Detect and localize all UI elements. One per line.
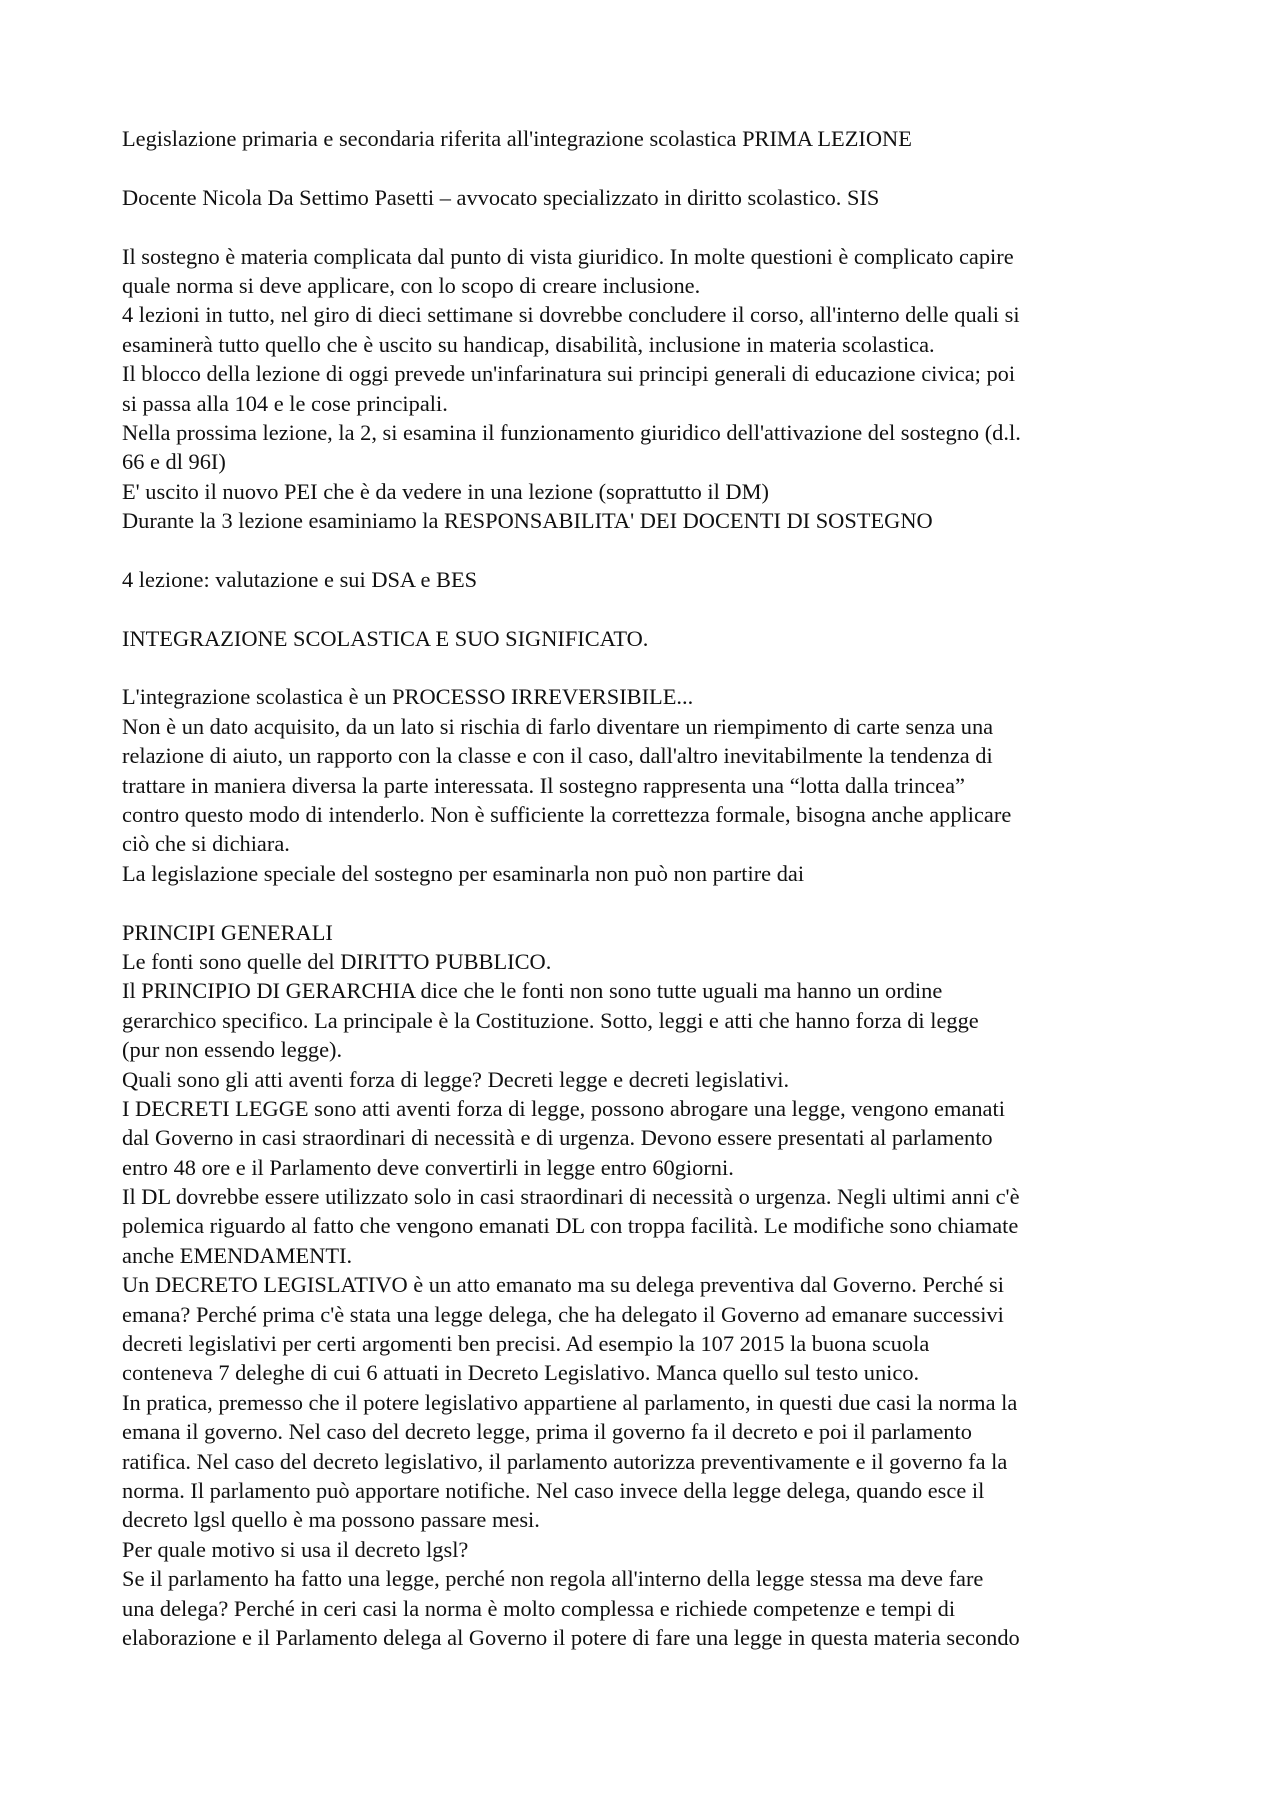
text-line: Un DECRETO LEGISLATIVO è un atto emanato ma su delega preventiva dal Governo. Perché si <box>122 1272 1004 1298</box>
text-line: Non è un dato acquisito, da un lato si rischia di farlo diventare un riempimento di carte senza una <box>122 713 994 739</box>
text-line: ciò che si dichiara. <box>122 831 290 857</box>
text-line: 4 lezione: valutazione e sui DSA e BES <box>122 566 478 592</box>
text-line: Legislazione primaria e secondaria riferita all'integrazione scolastica PRIMA LEZIONE <box>122 126 912 151</box>
text-line: Per quale motivo si usa il decreto lgsl? <box>122 1536 469 1562</box>
text-line: Se il parlamento ha fatto una legge, perché non regola all'interno della legge stessa ma deve fare <box>122 1566 984 1592</box>
document-page <box>122 124 1170 1652</box>
text-line: 4 lezioni in tutto, nel giro di dieci settimane si dovrebbe concludere il corso, all'interno delle quali si <box>122 302 1020 328</box>
text-line: 66 e dl 96I) <box>122 449 226 475</box>
text-line: dal Governo in casi straordinari di necessità e di urgenza. Devono essere presentati al parlamento <box>122 1125 993 1151</box>
text-line: contro questo modo di intenderlo. Non è sufficiente la correttezza formale, bisogna anche applicare <box>122 801 1012 827</box>
text-line: (pur non essendo legge). <box>122 1037 343 1063</box>
paragraph-spacer <box>122 212 1170 241</box>
text-line: INTEGRAZIONE SCOLASTICA E SUO SIGNIFICATO. <box>122 625 649 651</box>
text-line: trattare in maniera diversa la parte interessata. Il sostegno rappresenta una “lotta dalla trincea” <box>122 772 965 798</box>
text-line: anche EMENDAMENTI. <box>122 1242 353 1268</box>
text-line: Le fonti sono quelle del DIRITTO PUBBLICO. <box>122 948 552 974</box>
text-line: emana il governo. Nel caso del decreto legge, prima il governo fa il decreto e poi il parlamento <box>122 1419 972 1445</box>
text-line: Il sostegno è materia complicata dal punto di vista giuridico. In molte questioni è complicato capire <box>122 243 1014 269</box>
text-line: ratifica. Nel caso del decreto legislativo, il parlamento autorizza preventivamente e il governo fa la <box>122 1448 1008 1474</box>
paragraph-spacer <box>122 653 1170 682</box>
text-line: Il blocco della lezione di oggi prevede un'infarinatura sui principi generali di educazione civica; poi <box>122 361 1016 387</box>
text-line: una delega? Perché in ceri casi la norma è molto complessa e richiede competenze e tempi di <box>122 1595 956 1621</box>
text-line: decreti legislativi per certi argomenti ben precisi. Ad esempio la 107 2015 la buona scuola <box>122 1331 930 1357</box>
paragraph-spacer <box>122 594 1170 623</box>
text-line: emana? Perché prima c'è stata una legge delega, che ha delegato il Governo ad emanare successivi <box>122 1301 1004 1327</box>
text-line: L'integrazione scolastica è un PROCESSO IRREVERSIBILE... <box>122 684 694 710</box>
text-line: Quali sono gli atti aventi forza di legge? Decreti legge e decreti legislativi. <box>122 1066 790 1092</box>
text-line: polemica riguardo al fatto che vengono emanati DL con troppa facilità. Le modifiche sono chiamate <box>122 1213 1019 1239</box>
paragraph-spacer <box>122 535 1170 564</box>
text-line: Docente Nicola Da Settimo Pasetti – avvocato specializzato in diritto scolastico. SIS <box>122 184 880 210</box>
text-line: norma. Il parlamento può apportare notifiche. Nel caso invece della legge delega, quando esce il <box>122 1477 985 1503</box>
text-line: In pratica, premesso che il potere legislativo appartiene al parlamento, in questi due casi la norma la <box>122 1389 1018 1415</box>
text-line: Nella prossima lezione, la 2, si esamina il funzionamento giuridico dell'attivazione del sostegno (d.l. <box>122 419 1021 445</box>
text-line: Il DL dovrebbe essere utilizzato solo in casi straordinari di necessità o urgenza. Negli ultimi anni c'è <box>122 1184 1020 1210</box>
text-line: E' uscito il nuovo PEI che è da vedere in una lezione (soprattutto il DM) <box>122 478 769 504</box>
text-line: La legislazione speciale del sostegno per esaminarla non può non partire dai <box>122 860 805 886</box>
text-line: gerarchico specifico. La principale è la Costituzione. Sotto, leggi e atti che hanno forza di legge <box>122 1007 979 1033</box>
text-line: decreto lgsl quello è ma possono passare mesi. <box>122 1507 540 1533</box>
text-line: si passa alla 104 e le cose principali. <box>122 390 448 416</box>
text-line: I DECRETI LEGGE sono atti aventi forza di legge, possono abrogare una legge, vengono emanati <box>122 1095 1005 1121</box>
text-line: quale norma si deve applicare, con lo scopo di creare inclusione. <box>122 272 701 298</box>
text-line: conteneva 7 deleghe di cui 6 attuati in Decreto Legislativo. Manca quello sul testo unico. <box>122 1360 920 1386</box>
text-line: relazione di aiuto, un rapporto con la classe e con il caso, dall'altro inevitabilmente la tendenza di <box>122 743 993 769</box>
text-line: entro 48 ore e il Parlamento deve convertirli in legge entro 60giorni. <box>122 1154 734 1180</box>
text-line: Il PRINCIPIO DI GERARCHIA dice che le fonti non sono tutte uguali ma hanno un ordine <box>122 978 943 1004</box>
text-line: PRINCIPI GENERALI <box>122 919 333 945</box>
text-line: esaminerà tutto quello che è uscito su handicap, disabilità, inclusione in materia scolastica. <box>122 331 935 357</box>
text-line: elaborazione e il Parlamento delega al Governo il potere di fare una legge in questa materia secondo <box>122 1624 1020 1650</box>
paragraph-spacer <box>122 888 1170 917</box>
paragraph-spacer <box>122 153 1170 182</box>
text-line: Durante la 3 lezione esaminiamo la RESPONSABILITA' DEI DOCENTI DI SOSTEGNO <box>122 508 933 534</box>
